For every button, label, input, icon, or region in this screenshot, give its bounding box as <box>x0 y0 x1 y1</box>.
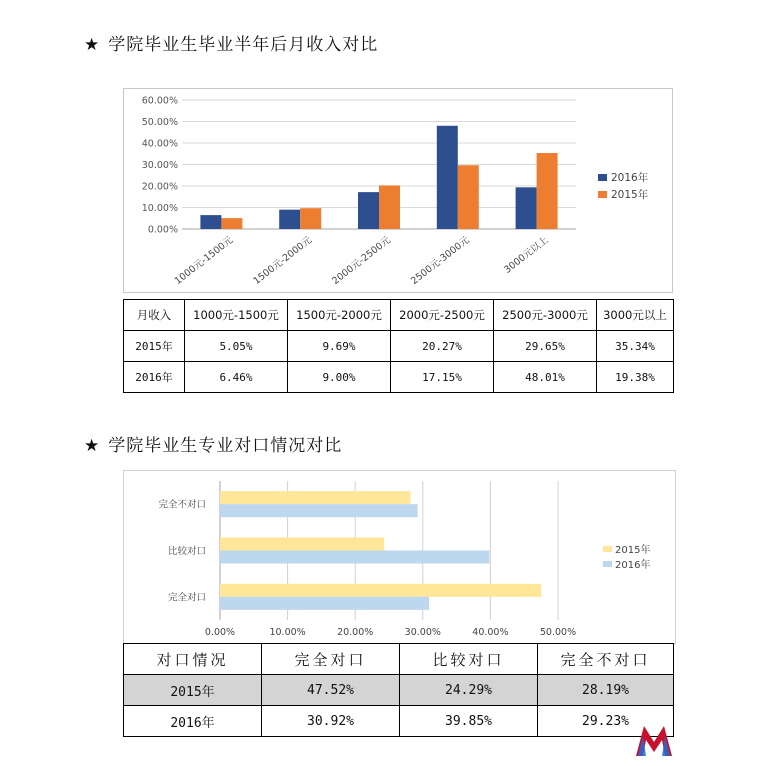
table-cell: 35.34% <box>597 331 674 362</box>
table-cell: 19.38% <box>597 362 674 393</box>
x-tick-label: 2000元-2500元 <box>330 234 393 287</box>
income-table <box>123 299 674 393</box>
x-tick-label: 30.00% <box>404 627 441 638</box>
table-row <box>124 362 674 393</box>
y-tick-label: 60.00% <box>141 95 178 107</box>
table-cell: 2015年 <box>124 331 185 362</box>
x-tick-label: 1000元-1500元 <box>172 234 236 287</box>
table-cell: 17.15% <box>391 362 494 393</box>
bar <box>220 491 411 504</box>
x-tick-label: 1500元-2000元 <box>251 234 315 287</box>
table-row <box>124 706 674 737</box>
y-tick-label: 30.00% <box>141 160 178 171</box>
table-header-cell: 1000元-1500元 <box>185 300 288 331</box>
section-heading-match <box>84 431 342 456</box>
x-tick-label: 10.00% <box>269 627 306 638</box>
y-tick-label: 20.00% <box>141 181 178 193</box>
table-header-cell: 2500元-3000元 <box>494 300 597 331</box>
x-tick-label: 20.00% <box>337 627 374 638</box>
legend-label: 2016年 <box>611 172 649 184</box>
table-cell: 28.19% <box>538 675 674 706</box>
table-row <box>124 331 674 362</box>
table-row <box>124 675 674 706</box>
brand-logo <box>634 722 674 758</box>
bar <box>537 153 558 229</box>
table-cell: 30.92% <box>262 706 400 737</box>
table-cell: 29.65% <box>494 331 597 362</box>
section-title-income: 学院毕业生毕业半年后月收入对比 <box>108 35 379 55</box>
table-cell: 2016年 <box>124 706 262 737</box>
legend-swatch <box>598 191 607 198</box>
table-header-cell: 1500元-2000元 <box>288 300 391 331</box>
y-tick-label: 比较对口 <box>167 546 206 557</box>
y-tick-label: 完全不对口 <box>158 499 206 511</box>
table-cell: 47.52% <box>262 675 400 706</box>
legend-swatch <box>598 174 607 181</box>
bar <box>220 584 541 597</box>
table-header-cell: 3000元以上 <box>597 300 674 331</box>
table-cell: 2015年 <box>124 675 262 706</box>
table-header-cell: 完全不对口 <box>538 644 674 675</box>
legend-label: 2016年 <box>615 560 651 571</box>
table-header-cell: 完全对口 <box>262 644 400 675</box>
major-match-bar-chart <box>123 470 676 644</box>
bar <box>516 187 537 229</box>
legend-swatch <box>603 561 612 567</box>
bar <box>300 208 321 229</box>
table-cell: 5.05% <box>185 331 288 362</box>
income-bar-chart <box>123 88 673 293</box>
major-match-chart-svg <box>124 471 675 643</box>
table-cell: 29.23% <box>538 706 674 737</box>
table-cell: 48.01% <box>494 362 597 393</box>
y-tick-label: 40.00% <box>141 138 178 150</box>
x-tick-label: 0.00% <box>204 627 236 638</box>
bar <box>220 504 418 517</box>
bar <box>358 192 379 229</box>
table-cell: 20.27% <box>391 331 494 362</box>
income-chart-svg <box>124 89 672 292</box>
table-cell: 6.46% <box>185 362 288 393</box>
table-header-row <box>124 300 674 331</box>
bar <box>220 538 384 551</box>
table-cell: 9.69% <box>288 331 391 362</box>
table-header-cell: 2000元-2500元 <box>391 300 494 331</box>
table-cell: 24.29% <box>400 675 538 706</box>
bar <box>437 126 458 229</box>
bar <box>379 185 400 229</box>
x-tick-label: 2500元-3000元 <box>409 234 472 287</box>
y-tick-label: 完全对口 <box>167 592 206 604</box>
bar <box>220 597 429 610</box>
star-icon: ★ <box>84 436 101 456</box>
bar <box>221 218 242 229</box>
legend-label: 2015年 <box>615 545 651 556</box>
x-tick-label: 50.00% <box>539 627 577 638</box>
bar <box>220 551 489 564</box>
y-tick-label: 10.00% <box>141 203 178 214</box>
table-header-cell: 月收入 <box>124 300 185 331</box>
star-icon: ★ <box>84 35 101 55</box>
bar <box>279 210 300 229</box>
major-match-table <box>123 643 674 737</box>
table-header-row <box>124 644 674 675</box>
table-header-cell: 对口情况 <box>124 644 262 675</box>
bar <box>200 215 221 229</box>
legend-swatch <box>603 546 612 552</box>
table-header-cell: 比较对口 <box>400 644 538 675</box>
x-tick-label: 40.00% <box>472 627 509 638</box>
legend-label: 2015年 <box>611 189 649 201</box>
section-heading-income <box>84 30 378 55</box>
table-cell: 9.00% <box>288 362 391 393</box>
table-cell: 39.85% <box>400 706 538 737</box>
x-tick-label: 3000元以上 <box>502 234 551 276</box>
y-tick-label: 0.00% <box>147 224 178 236</box>
bar <box>458 165 479 229</box>
y-tick-label: 50.00% <box>141 117 178 128</box>
table-cell: 2016年 <box>124 362 185 393</box>
section-title-match: 学院毕业生专业对口情况对比 <box>108 436 343 456</box>
